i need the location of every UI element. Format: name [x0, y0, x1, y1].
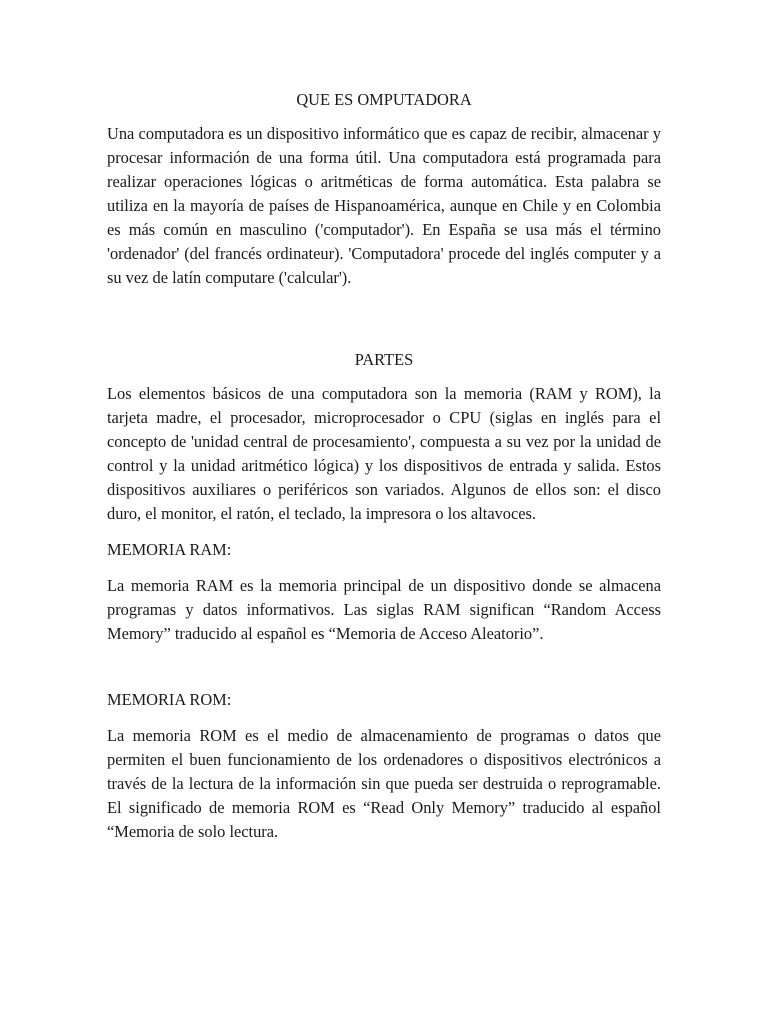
- intro-paragraph: Una computadora es un dispositivo informático que es capaz de recibir, almacenar y procesar información de una forma útil. Una computadora está programada para realizar operaciones lógicas o aritméticas de forma automática. Esta palabra se utiliza en la mayoría de países de Hispanoamérica, aunque en Chile y en Colombia es más común en masculino ('computador'). En España se usa más el término 'ordenador' (del francés ordinateur). 'Computadora' procede del inglés computer y a su vez de latín computare ('calcular').: [107, 124, 661, 287]
- rom-paragraph: La memoria ROM es el medio de almacenamiento de programas o datos que permiten el buen funcionamiento de los ordenadores o dispositivos electrónicos a través de la lectura de la información sin que pueda ser destruida o reprogramable. El significado de memoria ROM es “Read Only Memory” traducido al español “Memoria de solo lectura.: [107, 726, 661, 841]
- ram-heading: MEMORIA RAM:: [107, 540, 232, 559]
- ram-paragraph: La memoria RAM es la memoria principal de un dispositivo donde se almacena programas y datos informativos. Las siglas RAM significan “Random Access Memory” traducido al español es “Memoria de Acceso Aleatorio”.: [107, 576, 661, 643]
- rom-heading: MEMORIA ROM:: [107, 690, 232, 709]
- document-content: [107, 88, 661, 844]
- partes-paragraph: Los elementos básicos de una computadora son la memoria (RAM y ROM), la tarjeta madre, el procesador, microprocesador o CPU (siglas en inglés para el concepto de 'unidad central de procesamiento', compuesta a su vez por la unidad de control y la unidad aritmético lógica) y los dispositivos de entrada y salida. Estos dispositivos auxiliares o periféricos son variados. Algunos de ellos son: el disco duro, el monitor, el ratón, el teclado, la impresora o los altavoces.: [107, 384, 661, 523]
- document-title: QUE ES OMPUTADORA: [296, 90, 472, 109]
- partes-heading: PARTES: [354, 350, 414, 369]
